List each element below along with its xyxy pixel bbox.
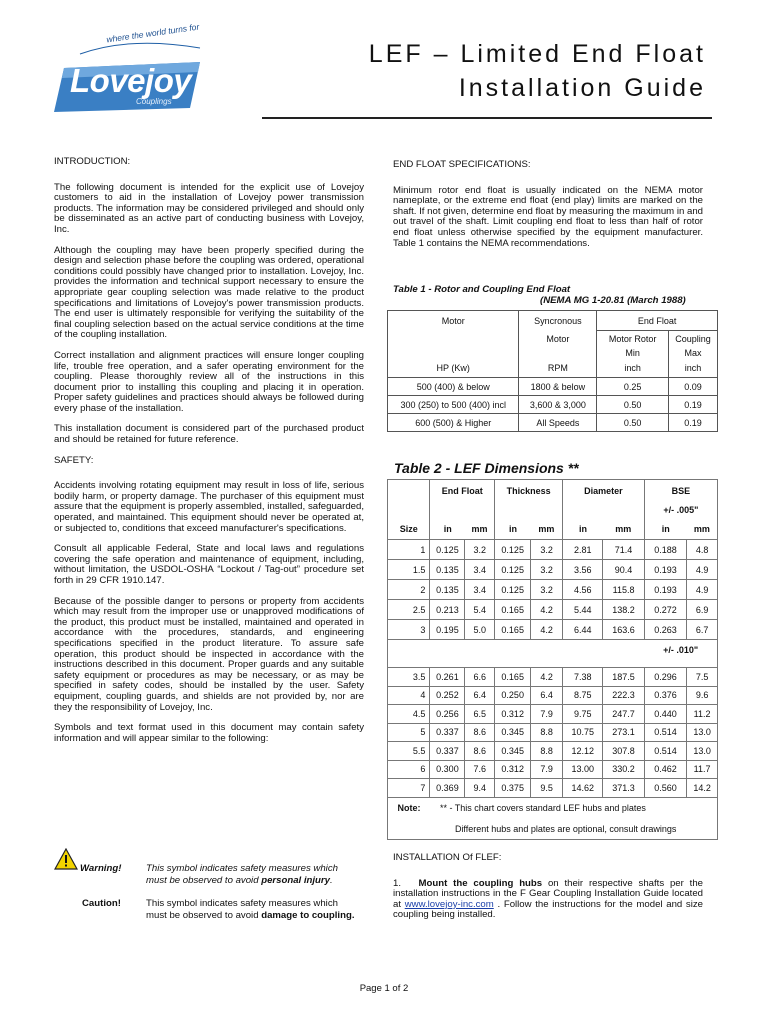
table-cell: 0.337 bbox=[430, 723, 465, 742]
t2-h-mm1: mm bbox=[465, 519, 495, 540]
table-cell: 273.1 bbox=[603, 723, 644, 742]
table-cell: 300 (250) to 500 (400) incl bbox=[388, 396, 519, 414]
t1-h-rotor: Motor Rotor bbox=[597, 331, 669, 347]
t2-h-size: Size bbox=[388, 519, 430, 540]
table-cell: 3.2 bbox=[465, 540, 495, 560]
table1-caption-2: (NEMA MG 1-20.81 (March 1988) bbox=[540, 295, 686, 306]
table-cell: 0.272 bbox=[644, 600, 686, 620]
table-cell: 371.3 bbox=[603, 779, 644, 798]
installation-heading: INSTALLATION Of FLEF: bbox=[393, 852, 502, 863]
table-cell: 187.5 bbox=[603, 668, 644, 687]
table-cell: 1.5 bbox=[388, 560, 430, 580]
t1-h-inch2: inch bbox=[669, 360, 718, 378]
table-cell: 10.75 bbox=[563, 723, 603, 742]
table-cell: 500 (400) & below bbox=[388, 378, 519, 396]
table-cell: 4.9 bbox=[687, 580, 718, 600]
table-cell: 0.50 bbox=[597, 396, 669, 414]
table-row bbox=[388, 580, 718, 600]
caution-text-b: must be observed to avoid bbox=[146, 910, 259, 921]
table-cell: 13.0 bbox=[687, 742, 718, 761]
safety-paragraph-3: Because of the possible danger to persons or property from accidents which may result from the improper use or unapproved modifications of the product, this product must be installed, maintained and operated in accordance with the procedures, standards, and engineering specifications specified in the product literature. To assure safe operation, this product should be inspected in accordance with the instructions described in this document. Proper guards and any suitable safety equipment or procedures as may be necessary, or as may be specified in safety codes, should be installed by the user. Safety equipment, coupling guards, and shields are not provided by, nor are they the responsibility of Lovejoy, Inc. bbox=[54, 595, 364, 713]
table-cell: 0.193 bbox=[644, 560, 686, 580]
table-cell: 0.345 bbox=[495, 723, 531, 742]
table-cell: 13.0 bbox=[687, 723, 718, 742]
table-cell: 3.4 bbox=[465, 580, 495, 600]
left-column bbox=[54, 157, 364, 744]
install-step-number: 1. bbox=[393, 877, 402, 889]
install-step-text-b: . Follow the instructions for the model and size coupling being installed. bbox=[393, 898, 703, 921]
table-cell: 0.252 bbox=[430, 686, 465, 705]
logo-brand: Lovejoy bbox=[70, 62, 192, 99]
warning-text-b: must be observed to avoid bbox=[146, 875, 259, 886]
table-cell: 0.19 bbox=[669, 414, 718, 432]
table-cell: 0.165 bbox=[495, 620, 531, 640]
table-cell: 0.514 bbox=[644, 742, 686, 761]
caution-label: Caution! bbox=[82, 898, 121, 909]
warning-text-a: This symbol indicates safety measures which bbox=[146, 863, 338, 874]
table-row bbox=[388, 760, 718, 779]
table-cell: 330.2 bbox=[603, 760, 644, 779]
t1-h-max: Max bbox=[669, 347, 718, 360]
page-title-line2: Installation Guide bbox=[458, 74, 706, 102]
table-cell: 6.4 bbox=[531, 686, 563, 705]
table-cell: 0.462 bbox=[644, 760, 686, 779]
t2-h-diameter: Diameter bbox=[563, 480, 645, 502]
table-cell: 0.125 bbox=[495, 580, 531, 600]
table-row bbox=[388, 560, 718, 580]
t1-h-motor2: Motor bbox=[519, 331, 597, 347]
table-cell: 1 bbox=[388, 540, 430, 560]
table-cell: 13.00 bbox=[563, 760, 603, 779]
table-row bbox=[388, 723, 718, 742]
table-cell: 0.135 bbox=[430, 560, 465, 580]
table-cell: 0.19 bbox=[669, 396, 718, 414]
table-cell: 0.312 bbox=[495, 705, 531, 724]
safety-heading: SAFETY: bbox=[54, 454, 94, 466]
table-cell: 0.256 bbox=[430, 705, 465, 724]
install-step-text-a: on their respective shafts per the installation instructions in the F Gear Coupling Installation Guide located at bbox=[393, 877, 704, 910]
table-cell: 600 (500) & Higher bbox=[388, 414, 519, 432]
table-cell: 4.2 bbox=[531, 668, 563, 687]
table1 bbox=[387, 310, 718, 432]
t2-h-tol1: +/- .005" bbox=[644, 502, 717, 519]
table-cell: 247.7 bbox=[603, 705, 644, 724]
table-cell: 0.514 bbox=[644, 723, 686, 742]
table-cell: 7.38 bbox=[563, 668, 603, 687]
table-cell: 3 bbox=[388, 620, 430, 640]
table-cell: 14.2 bbox=[687, 779, 718, 798]
table-cell: 5.44 bbox=[563, 600, 603, 620]
table-cell: 0.300 bbox=[430, 760, 465, 779]
table-cell: 0.263 bbox=[644, 620, 686, 640]
t1-h-min: Min bbox=[597, 347, 669, 360]
install-step-bold: Mount the coupling hubs bbox=[418, 877, 543, 889]
table-cell: 0.165 bbox=[495, 600, 531, 620]
warning-label: Warning! bbox=[80, 863, 122, 874]
table-cell: 6.6 bbox=[465, 668, 495, 687]
table1-caption: Table 1 - Rotor and Coupling End Float bbox=[393, 284, 571, 295]
table-cell: 0.261 bbox=[430, 668, 465, 687]
table-cell: 9.5 bbox=[531, 779, 563, 798]
table-cell: 9.75 bbox=[563, 705, 603, 724]
t2-h-mm3: mm bbox=[603, 519, 644, 540]
logo-tagline: where the world turns for bbox=[105, 21, 200, 45]
table-cell: 4.2 bbox=[531, 620, 563, 640]
t2-h-in1: in bbox=[430, 519, 465, 540]
table-row bbox=[388, 705, 718, 724]
table-cell: 4 bbox=[388, 686, 430, 705]
table-cell: 0.560 bbox=[644, 779, 686, 798]
table-cell: 3.56 bbox=[563, 560, 603, 580]
table-cell: 90.4 bbox=[603, 560, 644, 580]
table-cell: 11.2 bbox=[687, 705, 718, 724]
t2-h-mm2: mm bbox=[531, 519, 563, 540]
intro-paragraph-2: Although the coupling may have been properly specified during the design and selection phase before the coupling was ordered, operational conditions could possibly have changed prior to installation. Lovejoy, Inc. provides the information and technical support necessary to ensure the appropriate gear coupling selection was made relative to the product specifications and limitations of Lovejoy's power transmission products. The end user is ultimately responsible for verifying the suitability of the final coupling selection based on the actual service conditions at the time of the coupling installation. bbox=[54, 244, 364, 341]
table-cell: 0.125 bbox=[495, 540, 531, 560]
t2-h-endfloat: End Float bbox=[430, 480, 495, 502]
safety-paragraph-1: Accidents involving rotating equipment may result in loss of life, serious bodily harm, or property damage. The purchaser of this equipment must assure that the equipment is properly assembled, installed, safeguarded, operated, and maintained. This equipment should never be operated at, or subjected to, conditions that exceed manufacturer's specifications. bbox=[54, 480, 364, 534]
table-cell: 3.5 bbox=[388, 668, 430, 687]
table-cell: 6 bbox=[388, 760, 430, 779]
table-cell: 4.8 bbox=[687, 540, 718, 560]
table-cell: 4.56 bbox=[563, 580, 603, 600]
table-cell: 3.2 bbox=[531, 580, 563, 600]
table-cell: 0.125 bbox=[495, 560, 531, 580]
safety-paragraph-2: Consult all applicable Federal, State and local laws and regulations covering the safe operation and maintenance of equipment, including, without limitation, the USDOL-OSHA “Lockout / Tag-out” procedure set forth in 29 CFR 1910.147. bbox=[54, 543, 364, 586]
table-cell: 14.62 bbox=[563, 779, 603, 798]
table-cell: 0.337 bbox=[430, 742, 465, 761]
table-cell: 2.81 bbox=[563, 540, 603, 560]
table-cell: 222.3 bbox=[603, 686, 644, 705]
table-cell: 0.296 bbox=[644, 668, 686, 687]
table-cell: 6.44 bbox=[563, 620, 603, 640]
t1-h-coupling: Coupling bbox=[669, 331, 718, 347]
end-float-heading: END FLOAT SPECIFICATIONS: bbox=[393, 159, 531, 170]
t1-h-endfloat: End Float bbox=[597, 311, 718, 331]
caution-bold: damage to coupling. bbox=[261, 910, 355, 921]
lovejoy-website-link[interactable]: www.lovejoy-inc.com bbox=[404, 898, 494, 910]
table-row bbox=[388, 779, 718, 798]
t1-h-inch1: inch bbox=[597, 360, 669, 378]
table2 bbox=[387, 479, 718, 840]
table-cell: 0.213 bbox=[430, 600, 465, 620]
page-number: Page 1 of 2 bbox=[359, 983, 409, 994]
table-cell: 0.312 bbox=[495, 760, 531, 779]
table-cell: 7.6 bbox=[465, 760, 495, 779]
intro-paragraph-4: This installation document is considered part of the purchased product and should be retained for future reference. bbox=[54, 423, 364, 446]
t2-h-in4: in bbox=[644, 519, 686, 540]
t2-note-label: Note: bbox=[388, 797, 430, 819]
table-cell: 8.8 bbox=[531, 723, 563, 742]
t2-note-1: ** - This chart covers standard LEF hubs and plates bbox=[430, 797, 718, 819]
logo-sub: Couplings bbox=[136, 97, 172, 106]
table-cell: 5.4 bbox=[465, 600, 495, 620]
table-cell: 7 bbox=[388, 779, 430, 798]
table-cell: 115.8 bbox=[603, 580, 644, 600]
title-rule bbox=[262, 117, 712, 119]
table-cell: 138.2 bbox=[603, 600, 644, 620]
table-cell: 8.6 bbox=[465, 723, 495, 742]
table-cell: 0.125 bbox=[430, 540, 465, 560]
intro-paragraph-1: The following document is intended for the explicit use of Lovejoy customers to aid in the installation of Lovejoy power transmission products. The information may be considered privileged and should only be disseminated as an active part of conducting business with Lovejoy, Inc. bbox=[54, 181, 364, 235]
intro-paragraph-3: Correct installation and alignment practices will ensure longer coupling life, trouble free operation, and a safer operating environment for the coupling. Please thoroughly review all of the instructions in this document prior to installing this coupling and placing it in operation. Proper safety guidelines and practices should always be followed during every phase of the installation. bbox=[54, 349, 364, 414]
table-cell: 0.188 bbox=[644, 540, 686, 560]
table-row bbox=[388, 396, 718, 414]
table-cell: 0.369 bbox=[430, 779, 465, 798]
table-cell: 11.7 bbox=[687, 760, 718, 779]
table-cell: 0.09 bbox=[669, 378, 718, 396]
table-cell: 0.25 bbox=[597, 378, 669, 396]
table-cell: 2 bbox=[388, 580, 430, 600]
table-cell: 6.5 bbox=[465, 705, 495, 724]
table-cell: 7.9 bbox=[531, 760, 563, 779]
table-cell: 0.135 bbox=[430, 580, 465, 600]
table-cell: 6.9 bbox=[687, 600, 718, 620]
table-cell: 0.50 bbox=[597, 414, 669, 432]
table-cell: 3.2 bbox=[531, 560, 563, 580]
table-row bbox=[388, 600, 718, 620]
table-cell: 0.440 bbox=[644, 705, 686, 724]
page-title-line1: LEF – Limited End Float bbox=[368, 40, 706, 68]
table-cell: 163.6 bbox=[603, 620, 644, 640]
table-cell: 2.5 bbox=[388, 600, 430, 620]
table-cell: 7.5 bbox=[687, 668, 718, 687]
right-column-top bbox=[393, 160, 703, 249]
table-cell: 12.12 bbox=[563, 742, 603, 761]
table-cell: 8.8 bbox=[531, 742, 563, 761]
t2-h-bse: BSE bbox=[644, 480, 717, 502]
table-row bbox=[388, 414, 718, 432]
table-row bbox=[388, 620, 718, 640]
table-cell: 0.195 bbox=[430, 620, 465, 640]
safety-paragraph-4: Symbols and text format used in this document may contain safety information and will appear similar to the following: bbox=[54, 722, 364, 744]
table-cell: 0.193 bbox=[644, 580, 686, 600]
table2-caption: Table 2 - LEF Dimensions ** bbox=[394, 460, 579, 476]
table-cell: 0.345 bbox=[495, 742, 531, 761]
warning-triangle-icon bbox=[54, 848, 78, 870]
table-cell: 1800 & below bbox=[519, 378, 597, 396]
t1-h-motor: Motor bbox=[388, 311, 519, 331]
table-cell: 5.0 bbox=[465, 620, 495, 640]
intro-heading: INTRODUCTION: bbox=[54, 156, 131, 167]
table-cell: 307.8 bbox=[603, 742, 644, 761]
table-cell: 9.6 bbox=[687, 686, 718, 705]
table-cell: 6.4 bbox=[465, 686, 495, 705]
table-row bbox=[388, 378, 718, 396]
t2-h-mm4: mm bbox=[687, 519, 718, 540]
t1-h-rpm: RPM bbox=[519, 360, 597, 378]
table-cell: 8.6 bbox=[465, 742, 495, 761]
t1-h-sync: Syncronous bbox=[519, 311, 597, 331]
table-cell: 4.9 bbox=[687, 560, 718, 580]
table-row bbox=[388, 668, 718, 687]
table-cell: 8.75 bbox=[563, 686, 603, 705]
table-cell: 6.7 bbox=[687, 620, 718, 640]
table-cell: 4.5 bbox=[388, 705, 430, 724]
table-cell: 0.250 bbox=[495, 686, 531, 705]
t2-h-tol2: +/- .010" bbox=[644, 640, 717, 660]
table-cell: 3.2 bbox=[531, 540, 563, 560]
caution-text-a: This symbol indicates safety measures which bbox=[146, 898, 338, 909]
table-cell: 4.2 bbox=[531, 600, 563, 620]
table-row bbox=[388, 686, 718, 705]
table-cell: 7.9 bbox=[531, 705, 563, 724]
end-float-paragraph: Minimum rotor end float is usually indicated on the NEMA motor nameplate, or the extreme end float (end play) limits are marked on the shaft. If not given, determine end float by measuring the maximum in and out travel of the shaft. Limit coupling end float to less than half of rotor end float unless otherwise specified by the equipment manufacturer. Table 1 contains the NEMA recommendations. bbox=[393, 184, 703, 249]
right-column-bottom bbox=[393, 853, 703, 921]
table-cell: 3.4 bbox=[465, 560, 495, 580]
table-cell: 9.4 bbox=[465, 779, 495, 798]
table-cell: 5 bbox=[388, 723, 430, 742]
t2-h-in2: in bbox=[495, 519, 531, 540]
table-cell: 71.4 bbox=[603, 540, 644, 560]
lovejoy-logo bbox=[50, 21, 210, 118]
table-cell: 0.376 bbox=[644, 686, 686, 705]
table-cell: 3,600 & 3,000 bbox=[519, 396, 597, 414]
t2-h-in3: in bbox=[563, 519, 603, 540]
table-cell: 5.5 bbox=[388, 742, 430, 761]
table-cell: All Speeds bbox=[519, 414, 597, 432]
t1-h-hp: HP (Kw) bbox=[388, 360, 519, 378]
t2-note-2: Different hubs and plates are optional, consult drawings bbox=[430, 819, 718, 839]
t2-h-thickness: Thickness bbox=[495, 480, 563, 502]
table-row bbox=[388, 742, 718, 761]
table-cell: 0.165 bbox=[495, 668, 531, 687]
warning-bold: personal injury bbox=[261, 875, 330, 886]
table-cell: 0.375 bbox=[495, 779, 531, 798]
table-row bbox=[388, 540, 718, 560]
